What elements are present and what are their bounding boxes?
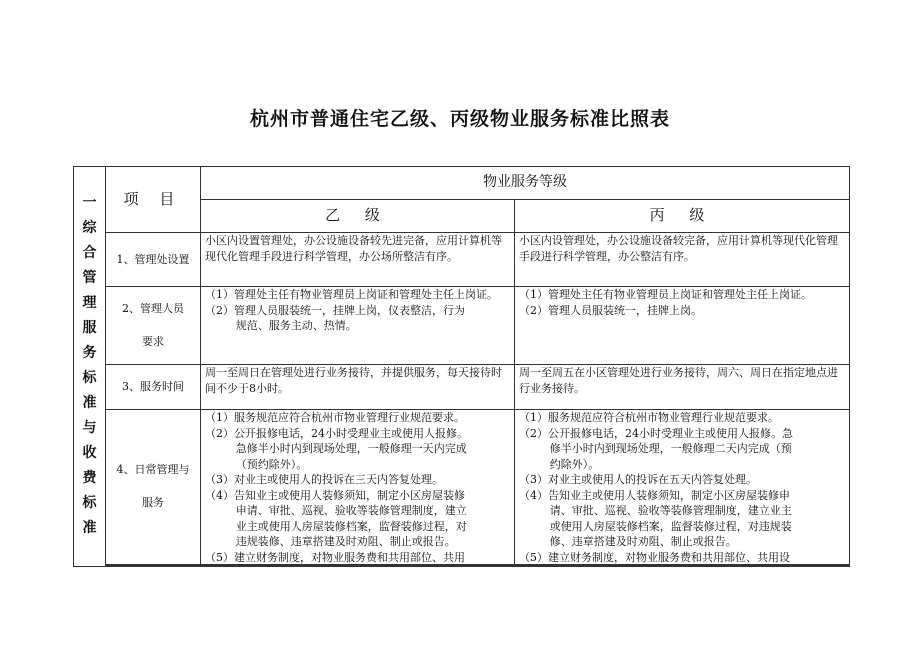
level-c-header: 丙 级	[515, 200, 850, 233]
table-row	[74, 233, 850, 287]
row-item: 3、服务时间	[106, 365, 201, 410]
level-b-cell: 小区内设置管理处，办公设施设备较先进完备，应用计算机等现代化管理手段进行科学管理，办公场所整洁有序。	[201, 233, 515, 287]
row-item: 4、日常管理与 服务	[106, 410, 201, 565]
level-b-cell: （1）服务规范应符合杭州市物业管理行业规范要求。 （2）公开报修电话，24小时受理业主或使用人报修。 急修半小时内到现场处理，一般修理一天内完成 （预约除外）。 （3）对业主或使用人的投诉在三天内答复处理。 （4）告知业主或使用人装修须知，制定小区房屋装修 申请、审批、巡视、验收等装修管理制度，建立 业主或使用人房屋装修档案，监督装修过程，对 违规装修、违章搭建及时劝阻、制止或报告。 （5）建立财务制度，对物业服务费和共用部位、共用	[201, 410, 515, 565]
table-row	[74, 365, 850, 410]
level-c-cell: （1）管理处主任有物业管理员上岗证和管理处主任上岗证。 （2）管理人员服装统一，挂牌上岗。	[515, 287, 850, 365]
row-item: 2、管理人员 要求	[106, 287, 201, 365]
row-item: 1、管理处设置	[106, 233, 201, 287]
service-level-header: 物业服务等级	[201, 167, 850, 200]
level-c-cell: 小区内设管理处，办公设施设备较完备，应用计算机等现代化管理手段进行科学管理，办公整洁有序。	[515, 233, 850, 287]
table-row	[74, 287, 850, 365]
level-c-cell: （1）服务规范应符合杭州市物业管理行业规范要求。 （2）公开报修电话，24小时受理业主或使用人报修。急 修半小时内到现场处理，一般修理二天内完成（预 约除外）。 （3）对业主或使用人的投诉在五天内答复处理。 （4）告知业主或使用人装修须知，制定小区房屋装修申 请、审批、巡视、验收等装修管理制度，建立业主 或使用人房屋装修档案，监督装修过程，对违规装 修、违章搭建及时劝阻、制止或报告。 （5）建立财务制度，对物业服务费和共用部位、共用设	[515, 410, 850, 565]
level-b-cell: 周一至周日在管理处进行业务接待，并提供服务，每天接待时间不少于8小时。	[201, 365, 515, 410]
table-row	[74, 410, 850, 565]
level-b-cell: （1）管理处主任有物业管理员上岗证和管理处主任上岗证。 （2）管理人员服装统一，挂牌上岗，仪表整洁，行为 规范、服务主动、热情。	[201, 287, 515, 365]
service-standard-table	[73, 166, 850, 567]
item-header: 项 目	[106, 167, 201, 233]
page-title: 杭州市普通住宅乙级、丙级物业服务标准比照表	[249, 108, 670, 130]
spacer-row	[74, 565, 850, 566]
level-b-header: 乙 级	[201, 200, 515, 233]
category-cell: 一 综 合 管 理 服 务 标 准 与 收 费 标 准	[74, 167, 106, 567]
level-c-cell: 周一至周五在小区管理处进行业务接待，周六、周日在指定地点进行业务接待。	[515, 365, 850, 410]
